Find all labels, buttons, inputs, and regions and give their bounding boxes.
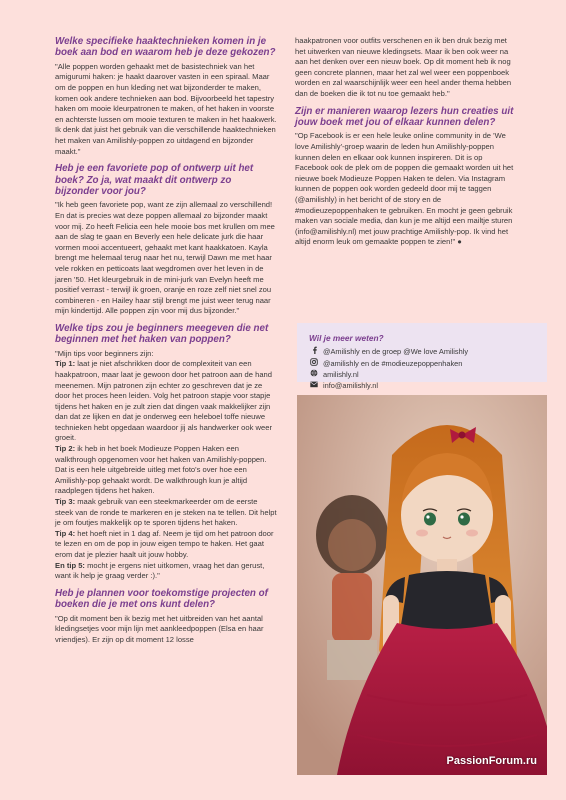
tip-paragraph [55, 359, 277, 444]
question-heading: Zijn er manieren waarop lezers hun creaties uit jouw boek met jou of elkaar kunnen delen? [295, 105, 514, 128]
question-heading: Heb je een favoriete pop of ontwerp uit het boek? Zo ja, wat maakt dit ontwerp zo bijzonder voor jou? [55, 163, 254, 197]
answer-paragraph: "Mijn tips voor beginners zijn: [55, 348, 154, 358]
tip-label: Tip 4: [55, 528, 76, 538]
instagram-row [309, 358, 537, 370]
facebook-icon [309, 346, 319, 358]
watermark: PassionForum.ru [446, 755, 537, 767]
tip-text: mocht je ergens niet uitkomen, vraag het dan gerust, want ik help je graag verder :)." [55, 560, 265, 581]
tip-label: Tip 2: [55, 444, 76, 454]
tip-paragraph [55, 561, 277, 582]
tip-paragraph [55, 444, 277, 497]
website-row [309, 369, 537, 381]
tip-text: maak gebruik van een steekmarkeerder om de eerste steek van de ronde te markeren en je steken na te tellen. Dit helpt je om foutjes makkelijk op te sporen tijdens het haken. [55, 497, 277, 528]
tip-label: Tip 3: [55, 497, 76, 507]
facebook-row [309, 346, 537, 358]
tip-paragraph [55, 529, 277, 561]
mail-icon [309, 381, 319, 392]
website-link[interactable]: amilishly.nl [323, 370, 359, 380]
tip-label: En tip 5: [55, 560, 85, 570]
answer-paragraph: "Ik heb geen favoriete pop, want ze zijn allemaal zo verschillend! En dat is precies wat deze poppen allemaal zo bijzonder maakt voor mij. Zo heeft Felicia een hele mooie bos met krullen om mee aan de slag te gaan en Beverly een hele delicate jurk die haar vormen mooi accentueert, gehaakt met kant haakkatoen. Kayla brengt me helemaal terug naar het nu, terwijl Dawn me met haar vele rokken en petticoats laat wegdromen over het leven in de jaren '50. Het kleurgebruik in de mini-jurk van Evelyn heeft me positief verrast - terwijl ik groen, oranje en roze zelf niet snel zou combineren - en Hailey haar stijl brengt me juist weer terug naar mijn kindertijd. Alle poppen zijn voor mij dus bijzonder." [55, 200, 275, 316]
globe-icon [309, 369, 319, 381]
facebook-link[interactable]: @Amilishly en de groep @We love Amilishly [323, 347, 469, 356]
question-heading: Heb je plannen voor toekomstige projecten of boeken die je met ons kunt delen? [55, 587, 268, 611]
instagram-link[interactable]: @amilishly en de #modieuzepoppenhaken [323, 358, 463, 368]
info-box-title: Wil je meer weten? [309, 333, 384, 343]
email-row [309, 381, 537, 392]
tip-paragraph [55, 497, 277, 529]
tip-text: ik heb in het boek Modieuze Poppen Haken een walkthrough opgenomen voor het haken van Amilishly-poppen. Dat is een hele uitgebreide uitleg met foto's over hoe een Amilishly-pop gehaakt wordt. De walkthrough kun je altijd raadplegen tijdens het haken. [55, 444, 267, 496]
tip-text: laat je niet afschrikken door de complexiteit van een haakpatroon, maar laat je gewoon door het patroon aan de hand meenemen. Mijn patronen zijn echter zo geschreven dat je ze door het proces heen leiden. Volg het patroon stapje voor stapje tijdens het haken en je zult zien dat dingen vaak makkelijker zijn dan dat ze lijken en dat je onderweg een heleboel toffe nieuwe technieken hebt opgedaan waardoor jij als handwerker ook weer groeit. [55, 359, 273, 443]
answer-paragraph: "Op Facebook is er een hele leuke online community in de 'We love Amilishly'-groep waarin de leden hun Amilishly-poppen kunnen delen en elkaar ook kunnen inspireren. Dit is op Facebook ook de plek om de poppen die gemaakt worden uit het nieuwe boek Modieuze Poppen Haken te delen. Via Instagram kunnen de poppen ook worden gedeeld door mij te taggen (@amilishly) in het bericht of de story en de #modieuzepoppenhaken te gebruiken. En mocht je geen gebruik maken van sociale media, dan kun je me altijd een mailtje sturen (info@amilishly.nl) met jouw prachtige Amilishly-pop. Ik vind het altijd enorm leuk om gemaakte poppen te zien!" ● [295, 131, 514, 247]
answer-paragraph: "Alle poppen worden gehaakt met de basistechniek van het amigurumi haken: je haakt daarover vasten in een spiraal. Maar om de poppen en hun kleding net wat bijzonderder te maken, komen ook andere technieken aan bod. Bijvoorbeeld het tapestry haken om mooie kleurpatronen te maken, of het haken in voorste en achterste lussen om mooie texturen te maken in het haakwerk. Ik denk dat juist het gebruik van die verschillende haaktechnieken het maken van Amilishly-poppen zo uitdagend en bijzonder maakt." [55, 61, 277, 156]
answer-paragraph: haakpatronen voor outfits verschenen en ik ben druk bezig met het uitwerken van nieuwe kledingsets. Maar ik ben ook weer na aan het denken over een nieuw boek. Op dit moment heb ik nog geen concrete plannen, maar het zal wel weer een poppenboek worden en zal waarschijnlijk weer een heel ander thema hebben dan de boeken die ik tot nu toe gemaakt heb." [295, 36, 512, 98]
tip-label: Tip 1: [55, 359, 76, 369]
question-heading: Welke specifieke haaktechnieken komen in je boek aan bod en waarom heb je deze gekozen? [55, 36, 276, 59]
doll-photo [297, 395, 547, 775]
right-column [295, 36, 515, 248]
left-column [55, 36, 277, 645]
instagram-icon [309, 358, 319, 370]
question-heading: Welke tips zou je beginners meegeven die net beginnen met het haken van poppen? [55, 322, 269, 346]
tip-text: het hoeft niet in 1 dag af. Neem je tijd om het patroon door te lezen en om de pop in jouw eigen tempo te haken. Het gaat erom dat je plezier haalt uit jouw hobby. [55, 528, 274, 559]
answer-paragraph: "Op dit moment ben ik bezig met het uitbreiden van het aantal kledingsetjes voor mijn lijn met aankleedpoppen (Elsa en haar vriendjes). Er zijn op dit moment 12 losse [55, 613, 264, 644]
info-box [297, 323, 547, 391]
email-link[interactable]: info@amilishly.nl [323, 381, 379, 391]
doll-illustration [297, 395, 547, 775]
